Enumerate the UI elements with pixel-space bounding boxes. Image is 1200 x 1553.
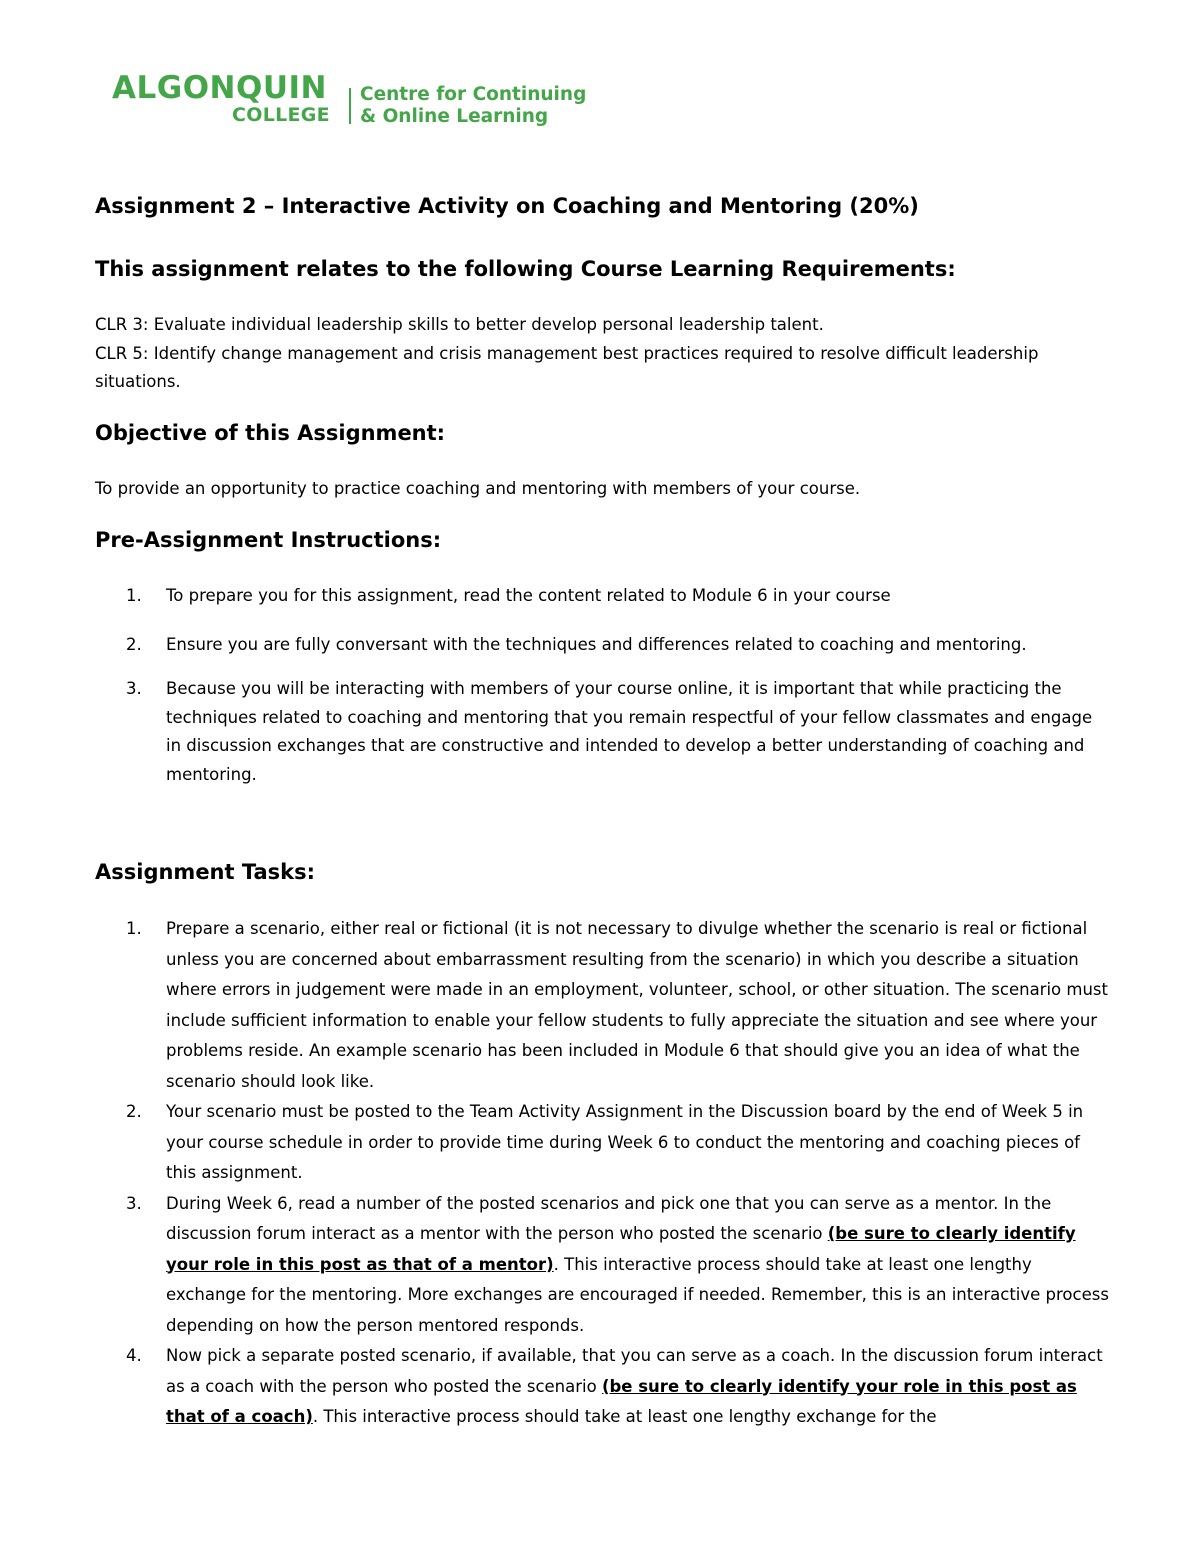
list-item-number: 3. — [126, 679, 142, 698]
learning-requirements-heading: This assignment relates to the following Course Learning Requirements: — [95, 257, 956, 281]
logo-college-text: COLLEGE — [232, 104, 330, 126]
clr-3-paragraph — [95, 311, 1115, 338]
list-item-number: 1. — [126, 586, 142, 605]
list-item-number: 4. — [126, 1346, 142, 1365]
logo-tagline-line-1: Centre for Continuing — [360, 84, 587, 105]
clr-5-paragraph — [95, 340, 1115, 396]
list-item-text: Ensure you are fully conversant with the techniques and differences related to coaching and mentoring. — [166, 635, 1027, 654]
list-item-number: 3. — [126, 1193, 142, 1213]
list-item — [126, 631, 1111, 675]
mentor-role-emphasis: (be sure to clearly identify your role in this post as that of a mentor) — [166, 1224, 1076, 1274]
list-item-text: Prepare a scenario, either real or fictional (it is not necessary to divulge whether the scenario is real or fictional unless you are concerned about embarrassment resulting from the scenario) in which you describe a situation where errors in judgement were made in an employment, volunteer, school, or other situation. The scenario must include sufficient information to enable your fellow students to fully appreciate the situation and see where your problems reside. An example scenario has been included in Module 6 that should give you an idea of what the scenario should look like. — [166, 919, 1108, 1091]
clr-3-text: Evaluate individual leadership skills to better develop personal leadership talent. — [148, 315, 824, 334]
list-item — [126, 675, 1111, 789]
clr-5-text: Identify change management and crisis management best practices required to resolve difficult leadership situations. — [95, 344, 1039, 391]
list-item-text: Because you will be interacting with members of your course online, it is important that while practicing the techniques related to coaching and mentoring that you remain respectful of your fellow classmates and engage in discussion exchanges that are constructive and intended to develop a better understanding of coaching and mentoring. — [166, 679, 1093, 784]
list-item-text: During Week 6, read a number of the posted scenarios and pick one that you can serve as a mentor. In the discussion forum interact as a mentor with the person who posted the scenario — [166, 1193, 1052, 1243]
algonquin-college-logo — [112, 68, 587, 130]
list-item — [126, 582, 1111, 631]
coach-role-emphasis: (be sure to clearly identify your role in this post as that of a coach) — [166, 1376, 1077, 1426]
clr-5-label: CLR 5: — [95, 344, 149, 363]
list-item-text: Now pick a separate posted scenario, if available, that you can serve as a coach. In the discussion forum interact as a coach with the person who posted the scenario — [166, 1346, 1103, 1396]
list-item — [126, 1189, 1111, 1342]
list-item-number: 2. — [126, 635, 142, 654]
logo-divider — [349, 88, 351, 124]
objective-text: To provide an opportunity to practice coaching and mentoring with members of your course. — [95, 479, 861, 498]
clr-3-label: CLR 3: — [95, 315, 149, 334]
logo-algonquin-text: ALGONQUIN — [112, 70, 327, 106]
list-item — [126, 1097, 1111, 1189]
assignment-tasks-heading: Assignment Tasks: — [95, 860, 316, 884]
objective-heading: Objective of this Assignment: — [95, 421, 446, 445]
list-item-text-continued: . This interactive process should take at least one lengthy exchange for the mentoring. More exchanges are encouraged if needed. Remember, this is an interactive process depending on how the person mentored responds. — [166, 1254, 1109, 1335]
logo-tagline-line-2: & Online Learning — [360, 106, 549, 127]
list-item-text: Your scenario must be posted to the Team Activity Assignment in the Discussion board by the end of Week 5 in your course schedule in order to provide time during Week 6 to conduct the mentoring and coaching pieces of this assignment. — [166, 1102, 1084, 1182]
list-item-number: 1. — [126, 919, 142, 938]
pre-assignment-list — [126, 582, 1111, 789]
list-item-text: To prepare you for this assignment, read the content related to Module 6 in your course — [166, 586, 891, 605]
list-item — [126, 914, 1111, 1097]
assignment-tasks-list — [126, 914, 1111, 1433]
list-item — [126, 1341, 1111, 1433]
list-item-number: 2. — [126, 1102, 142, 1121]
assignment-title: Assignment 2 – Interactive Activity on Coaching and Mentoring (20%) — [95, 194, 919, 218]
list-item-text-continued: . This interactive process should take at least one lengthy exchange for the — [312, 1407, 937, 1426]
pre-assignment-heading: Pre-Assignment Instructions: — [95, 528, 442, 552]
